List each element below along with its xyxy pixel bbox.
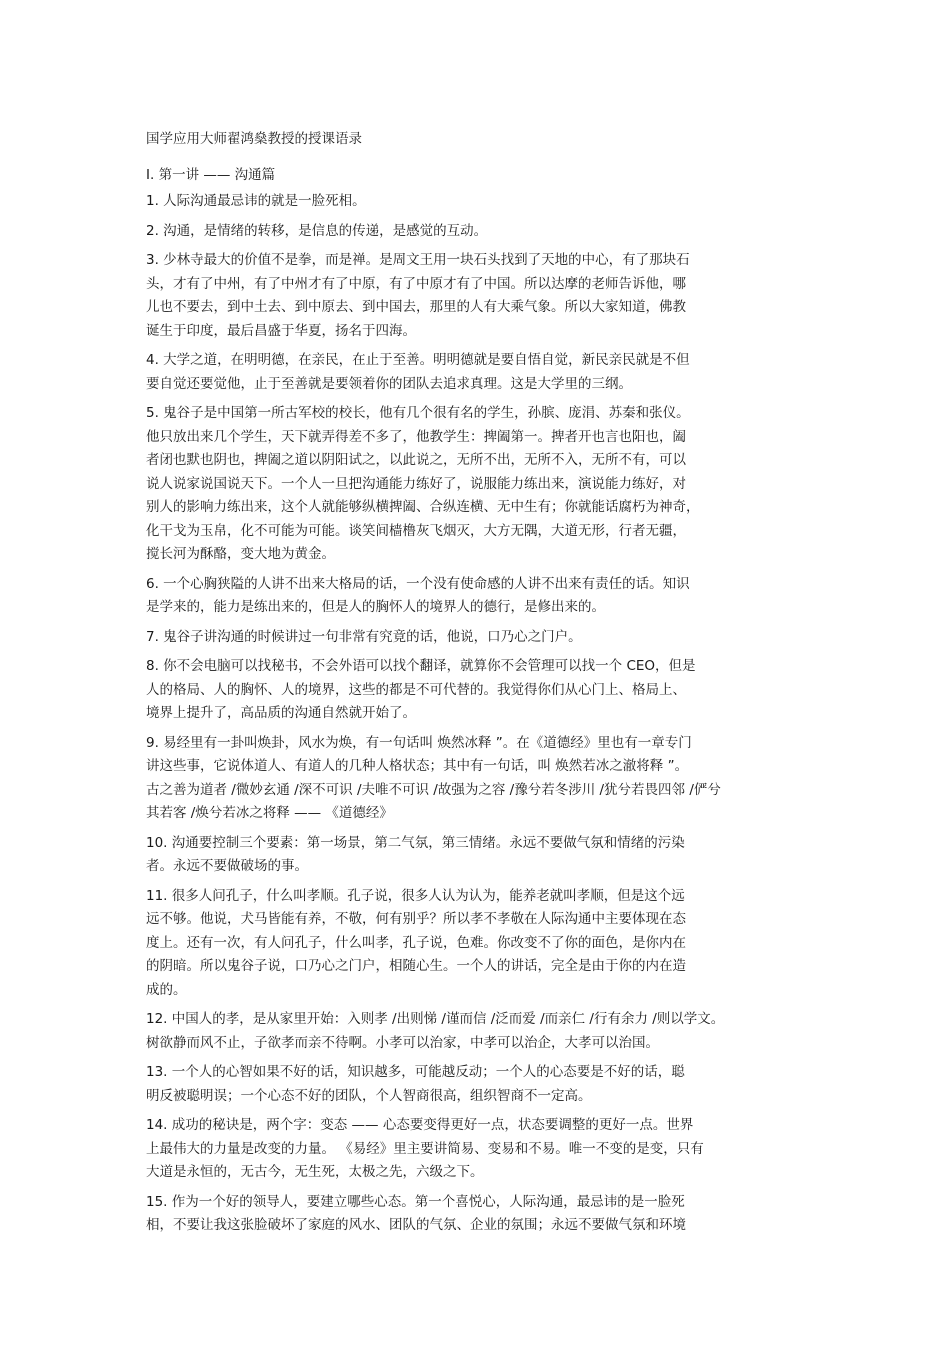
paragraph-line: 15. 作为一个好的领导人，要建立哪些心态。第一个喜悦心，人际沟通，最忌讳的是一脸死 <box>146 1193 685 1210</box>
paragraph <box>146 885 826 1003</box>
paragraph-line: 的阴暗。所以鬼谷子说，口乃心之门户，相随心生。一个人的讲话，完全是由于你的内在造 <box>146 958 686 974</box>
section-heading: Ⅰ. 第一讲 —— 沟通篇 <box>146 167 276 183</box>
paragraph <box>146 573 826 620</box>
document-title: 国学应用大师翟鸿燊教授的授课语录 <box>146 131 362 147</box>
paragraph-line: 5. 鬼谷子是中国第一所古军校的校长，他有几个很有名的学生，孙膑、庞涓、苏秦和张仪。 <box>146 405 690 421</box>
paragraph <box>146 190 826 214</box>
paragraph-line: 讲这些事，它说体道人、有道人的几种人格状态；其中有一句话，叫 焕然若冰之澈将释 ”。 <box>146 758 689 774</box>
paragraph-line: 上最伟大的力量是改变的力量。 《易经》里主要讲简易、变易和不易。唯一不变的是变，只有 <box>146 1140 704 1157</box>
paragraph-line: 境界上提升了，高品质的沟通自然就开始了。 <box>146 705 416 721</box>
paragraph-line: 化干戈为玉帛，化不可能为可能。谈笑间樯橹灰飞烟灭，大方无隅，大道无形，行者无疆， <box>146 522 686 539</box>
paragraph-line: 3. 少林寺最大的价值不是拳，而是禅。是周文王用一块石头找到了天地的中心，有了那块石 <box>146 252 690 268</box>
paragraph-line: 儿也不要去，到中土去、到中原去、到中国去，那里的人有大乘气象。所以大家知道，佛教 <box>146 299 686 315</box>
paragraph-line: 别人的影响力练出来，这个人就能够纵横捭阖、合纵连横、无中生有；你就能话腐朽为神奇， <box>146 499 700 515</box>
paragraph <box>146 832 826 879</box>
paragraph-line: 树欲静而风不止，子欲孝而亲不待啊。小孝可以治家，中孝可以治企，大孝可以治国。 <box>146 1034 659 1051</box>
paragraph-line: 6. 一个心胸狭隘的人讲不出来大格局的话，一个没有使命感的人讲不出来有责任的话。知识 <box>146 575 690 592</box>
paragraph-line: 要自觉还要觉他，止于至善就是要领着你的团队去追求真理。这是大学里的三纲。 <box>146 375 632 392</box>
paragraph <box>146 655 826 726</box>
paragraph-line: 1. 人际沟通最忌讳的就是一脸死相。 <box>146 193 366 209</box>
paragraph-line: 成的。 <box>146 981 187 998</box>
paragraph-line: 人的格局、人的胸怀、人的境界，这些的都是不可代替的。我觉得你们从心门上、格局上、 <box>146 681 686 698</box>
paragraph-line: 其若客 /焕兮若冰之将释 —— 《道德经》 <box>146 805 393 821</box>
paragraph <box>146 349 826 396</box>
paragraph-line: 4. 大学之道，在明明德，在亲民，在止于至善。明明德就是要自悟自觉，新民亲民就是不但 <box>146 352 690 368</box>
paragraph-line: 14. 成功的秘诀是，两个字：变态 —— 心态要变得更好一点，状态要调整的更好一点。世界 <box>146 1117 694 1133</box>
paragraph-line: 他只放出来几个学生，天下就弄得差不多了，他教学生：捭阖第一。捭者开也言也阳也，阖 <box>146 428 686 445</box>
document-body <box>146 190 826 1244</box>
paragraph <box>146 1191 826 1238</box>
paragraph-line: 13. 一个人的心智如果不好的话，知识越多，可能越反动；一个人的心态要是不好的话，聪 <box>146 1064 685 1080</box>
paragraph-line: 搅长河为酥酪，变大地为黄金。 <box>146 546 335 562</box>
paragraph-line: 明反被聪明误；一个心态不好的团队，个人智商很高，组织智商不一定高。 <box>146 1087 592 1104</box>
paragraph <box>146 1061 826 1108</box>
paragraph-line: 是学来的，能力是练出来的，但是人的胸怀人的境界人的德行，是修出来的。 <box>146 599 605 615</box>
paragraph <box>146 220 826 244</box>
paragraph-line: 11. 很多人问孔子，什么叫孝顺。孔子说，很多人认为认为，能养老就叫孝顺，但是这个远 <box>146 887 685 904</box>
paragraph-line: 10. 沟通要控制三个要素：第一场景，第二气氛，第三情绪。永远不要做气氛和情绪的污染 <box>146 834 685 851</box>
paragraph-line: 远不够。他说，犬马皆能有养，不敬，何有别乎？所以孝不孝敬在人际沟通中主要体现在态 <box>146 911 686 927</box>
paragraph <box>146 732 826 826</box>
paragraph-line: 头，才有了中州，有了中州才有了中原，有了中原才有了中国。所以达摩的老师告诉他，哪 <box>146 275 686 292</box>
paragraph <box>146 1008 826 1055</box>
paragraph-line: 大道是永恒的，无古今，无生死，太极之先，六级之下。 <box>146 1164 484 1180</box>
paragraph <box>146 402 826 567</box>
paragraph-line: 者。永远不要做破场的事。 <box>146 858 308 874</box>
paragraph-line: 者闭也默也阴也，捭阖之道以阴阳试之，以此说之，无所不出，无所不入，无所不有，可以 <box>146 452 686 468</box>
paragraph-line: 度上。还有一次，有人问孔子，什么叫孝，孔子说，色难。你改变不了你的面色，是你内在 <box>146 934 686 951</box>
paragraph-line: 古之善为道者 /微妙玄通 /深不可识 /夫唯不可识 /故强为之容 /豫兮若冬涉川 /犹兮若畏四邻 /俨兮 <box>146 781 721 798</box>
paragraph-line: 相，不要让我这张脸破坏了家庭的风水、团队的气氛、企业的氛围；永远不要做气氛和环境 <box>146 1217 686 1233</box>
paragraph-line: 2. 沟通，是情绪的转移，是信息的传递，是感觉的互动。 <box>146 222 488 239</box>
paragraph-line: 8. 你不会电脑可以找秘书，不会外语可以找个翻译，就算你不会管理可以找一个 CEO，但是 <box>146 658 696 674</box>
paragraph-line: 诞生于印度，最后昌盛于华夏，扬名于四海。 <box>146 322 416 339</box>
paragraph <box>146 626 826 650</box>
paragraph-line: 7. 鬼谷子讲沟通的时候讲过一句非常有究竟的话，他说，口乃心之门户。 <box>146 628 582 645</box>
paragraph <box>146 249 826 343</box>
paragraph-line: 9. 易经里有一卦叫焕卦，风水为焕，有一句话叫 焕然冰释 ”。在《道德经》里也有一章专门 <box>146 734 692 751</box>
paragraph-line: 12. 中国人的孝，是从家里开始：入则孝 /出则悌 /谨而信 /泛而爱 /而亲仁 /行有余力 /则以学文。 <box>146 1011 725 1027</box>
paragraph <box>146 1114 826 1185</box>
paragraph-line: 说人说家说国说天下。一个人一旦把沟通能力练好了，说服能力练出来，演说能力练好，对 <box>146 475 686 492</box>
